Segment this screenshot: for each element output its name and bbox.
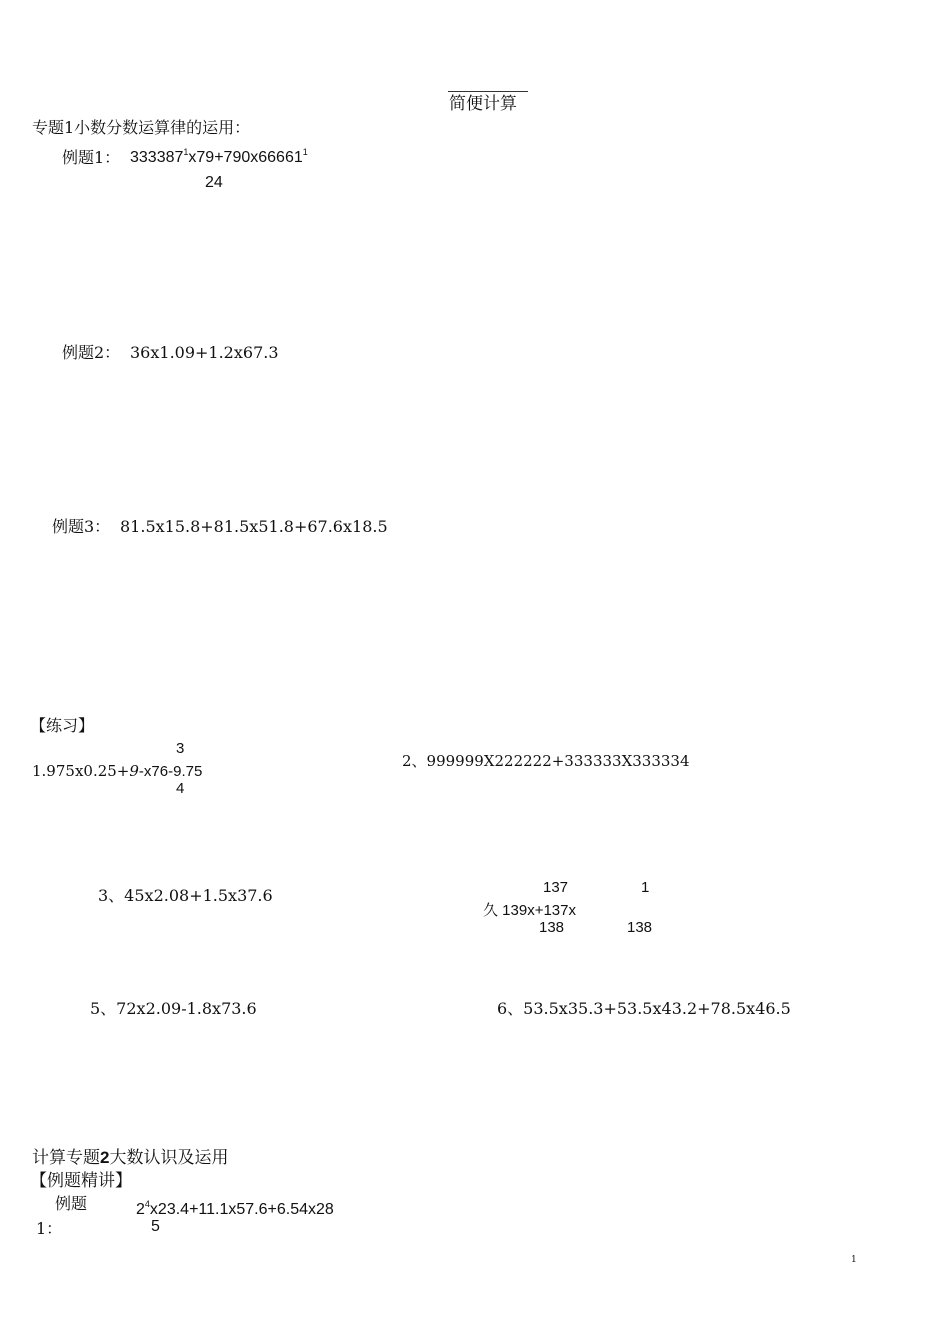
topic1-heading: 专题1小数分数运算律的运用： [32, 118, 251, 137]
example1-expression: $333387^1x79+790x66661^1$ [130, 147, 308, 166]
practice-heading: 【练习】 [30, 716, 95, 735]
topic2-example1-sup: 4 [144, 1199, 150, 1209]
topic2-example1-expression: $2^4x23.4+11.1x57.6+6.54x28$ [136, 1199, 334, 1218]
example1-sup-a: 1 [183, 147, 189, 157]
topic2-subheading: 【例题精讲】 [30, 1171, 132, 1191]
example1-sup-b: 1 [302, 147, 308, 157]
example1-denominator: 24 [205, 174, 223, 191]
practice4-numerator-a: 137 [543, 879, 569, 896]
practice5-expression: 5、72x2.09-1.8x73.6 [90, 999, 257, 1018]
topic2-example1-label-top: 例题 [55, 1194, 88, 1213]
example2-expression: 36x1.09+1.2x67.3 [130, 343, 279, 362]
practice4-numerator-b: 1 [641, 879, 650, 896]
practice6-expression: 6、53.5x35.3+53.5x43.2+78.5x46.5 [497, 999, 791, 1018]
title-overline [448, 91, 528, 92]
practice1-denominator: 4 [176, 780, 185, 797]
example1-label: 例题1： [62, 148, 121, 167]
practice4-denominator-a: 138 [539, 919, 565, 936]
example3-expression: 81.5x15.8+81.5x51.8+67.6x18.5 [120, 517, 388, 536]
practice1-expression: 1.975x0.25+9-x76-9.75 [32, 762, 203, 780]
topic2-example1-denominator: 5 [151, 1218, 160, 1235]
example3-label: 例题3： [52, 517, 111, 536]
page-number: 1 [851, 1255, 857, 1265]
practice4-expression: 久 139x+137x [483, 902, 576, 919]
topic2-example1-label-bottom: 1： [36, 1219, 63, 1238]
practice3-expression: 3、45x2.08+1.5x37.6 [98, 886, 273, 905]
page-title: 简便计算 [449, 94, 517, 114]
practice1-numerator: 3 [176, 740, 185, 757]
practice2-expression: 2、999999X222222+333333X333334 [402, 752, 690, 770]
example2-label: 例题2： [62, 343, 121, 362]
practice4-denominator-b: 138 [627, 919, 653, 936]
topic2-heading: 计算专题2大数认识及运用 [32, 1148, 229, 1168]
